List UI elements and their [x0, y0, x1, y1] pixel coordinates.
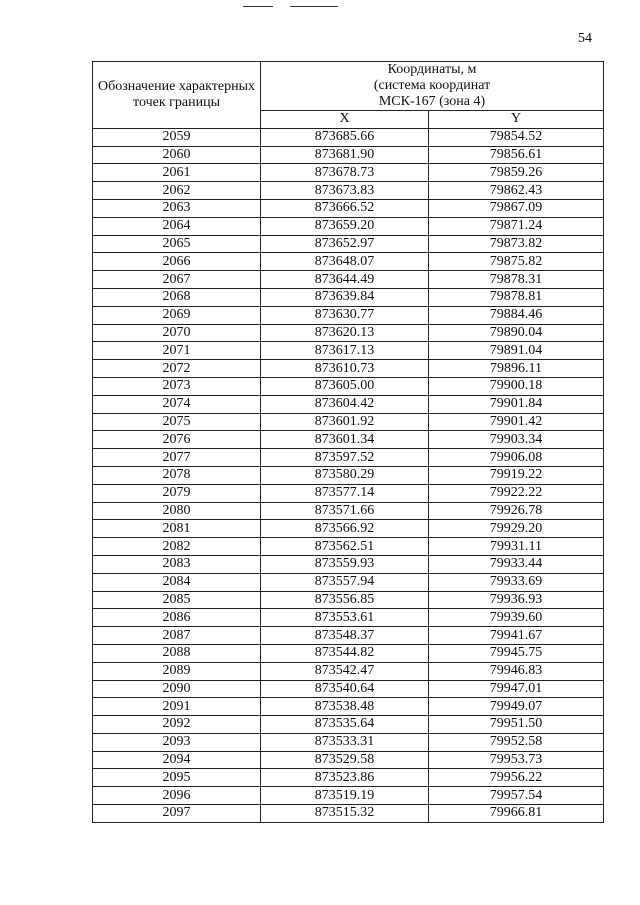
- cell-x: 873630.77: [261, 306, 429, 324]
- table-row: [93, 182, 604, 200]
- cell-point: 2065: [93, 235, 261, 253]
- table-row: [93, 520, 604, 538]
- cell-point: 2063: [93, 199, 261, 217]
- cell-y: 79896.11: [429, 360, 604, 378]
- cell-y: 79873.82: [429, 235, 604, 253]
- cell-x: 873610.73: [261, 360, 429, 378]
- cell-x: 873577.14: [261, 484, 429, 502]
- cell-point: 2086: [93, 609, 261, 627]
- cell-point: 2071: [93, 342, 261, 360]
- cell-y: 79931.11: [429, 538, 604, 556]
- table-row: [93, 288, 604, 306]
- cell-point: 2076: [93, 431, 261, 449]
- cell-y: 79945.75: [429, 644, 604, 662]
- cell-point: 2074: [93, 395, 261, 413]
- cell-point: 2069: [93, 306, 261, 324]
- cell-y: 79906.08: [429, 449, 604, 467]
- cell-x: 873639.84: [261, 288, 429, 306]
- cell-x: 873659.20: [261, 217, 429, 235]
- table-row: [93, 235, 604, 253]
- cell-y: 79957.54: [429, 787, 604, 805]
- cell-point: 2088: [93, 644, 261, 662]
- cell-y: 79875.82: [429, 253, 604, 271]
- cell-point: 2080: [93, 502, 261, 520]
- cell-y: 79949.07: [429, 698, 604, 716]
- cell-y: 79891.04: [429, 342, 604, 360]
- cell-point: 2068: [93, 288, 261, 306]
- table-row: [93, 769, 604, 787]
- table-row: [93, 342, 604, 360]
- cell-x: 873559.93: [261, 555, 429, 573]
- table-row: [93, 306, 604, 324]
- table-row: [93, 680, 604, 698]
- cell-point: 2084: [93, 573, 261, 591]
- table-row: [93, 573, 604, 591]
- table-row: [93, 271, 604, 289]
- table-row: [93, 146, 604, 164]
- cell-point: 2081: [93, 520, 261, 538]
- cell-x: 873604.42: [261, 395, 429, 413]
- cell-y: 79871.24: [429, 217, 604, 235]
- cell-point: 2092: [93, 716, 261, 734]
- cell-y: 79900.18: [429, 377, 604, 395]
- cell-x: 873681.90: [261, 146, 429, 164]
- cell-point: 2097: [93, 805, 261, 823]
- table-row: [93, 733, 604, 751]
- table-row: [93, 431, 604, 449]
- cell-y: 79952.58: [429, 733, 604, 751]
- table-row: [93, 538, 604, 556]
- cell-y: 79956.22: [429, 769, 604, 787]
- cell-point: 2062: [93, 182, 261, 200]
- cell-point: 2083: [93, 555, 261, 573]
- cell-x: 873523.86: [261, 769, 429, 787]
- cell-x: 873548.37: [261, 627, 429, 645]
- cell-point: 2085: [93, 591, 261, 609]
- cell-point: 2096: [93, 787, 261, 805]
- table-body: [93, 128, 604, 822]
- cell-y: 79856.61: [429, 146, 604, 164]
- table-row: [93, 698, 604, 716]
- cell-point: 2066: [93, 253, 261, 271]
- cell-y: 79890.04: [429, 324, 604, 342]
- cell-y: 79936.93: [429, 591, 604, 609]
- cell-y: 79941.67: [429, 627, 604, 645]
- cell-point: 2093: [93, 733, 261, 751]
- scan-mark: [243, 6, 273, 7]
- cell-x: 873529.58: [261, 751, 429, 769]
- cell-x: 873685.66: [261, 128, 429, 146]
- cell-x: 873533.31: [261, 733, 429, 751]
- cell-x: 873544.82: [261, 644, 429, 662]
- cell-y: 79947.01: [429, 680, 604, 698]
- cell-x: 873666.52: [261, 199, 429, 217]
- header-coordinates-line1: Координаты, м: [387, 62, 477, 77]
- cell-y: 79878.81: [429, 288, 604, 306]
- cell-y: 79926.78: [429, 502, 604, 520]
- cell-y: 79929.20: [429, 520, 604, 538]
- table-row: [93, 502, 604, 520]
- table-row: [93, 128, 604, 146]
- table-row: [93, 413, 604, 431]
- cell-y: 79878.31: [429, 271, 604, 289]
- cell-x: 873566.92: [261, 520, 429, 538]
- cell-point: 2094: [93, 751, 261, 769]
- header-x: X: [261, 111, 429, 129]
- header-point-designation: Обозначение характерных точек границы: [93, 62, 261, 129]
- cell-point: 2075: [93, 413, 261, 431]
- table-row: [93, 217, 604, 235]
- header-coordinates-line2: (система координат: [373, 78, 491, 93]
- cell-point: 2090: [93, 680, 261, 698]
- cell-point: 2073: [93, 377, 261, 395]
- cell-point: 2087: [93, 627, 261, 645]
- cell-y: 79933.69: [429, 573, 604, 591]
- cell-x: 873644.49: [261, 271, 429, 289]
- cell-y: 79854.52: [429, 128, 604, 146]
- table-row: [93, 253, 604, 271]
- cell-y: 79859.26: [429, 164, 604, 182]
- cell-y: 79862.43: [429, 182, 604, 200]
- table-row: [93, 751, 604, 769]
- cell-point: 2077: [93, 449, 261, 467]
- cell-x: 873519.19: [261, 787, 429, 805]
- cell-y: 79901.42: [429, 413, 604, 431]
- header-y: Y: [429, 111, 604, 129]
- cell-point: 2064: [93, 217, 261, 235]
- coordinates-table: [92, 61, 604, 823]
- table-row: [93, 360, 604, 378]
- header-coordinates: [261, 62, 604, 111]
- top-scan-marks: [0, 4, 640, 10]
- cell-x: 873597.52: [261, 449, 429, 467]
- table-row: [93, 199, 604, 217]
- cell-point: 2095: [93, 769, 261, 787]
- cell-x: 873553.61: [261, 609, 429, 627]
- cell-point: 2078: [93, 466, 261, 484]
- cell-y: 79919.22: [429, 466, 604, 484]
- table-row: [93, 395, 604, 413]
- cell-x: 873652.97: [261, 235, 429, 253]
- cell-x: 873515.32: [261, 805, 429, 823]
- cell-x: 873535.64: [261, 716, 429, 734]
- cell-x: 873562.51: [261, 538, 429, 556]
- cell-x: 873557.94: [261, 573, 429, 591]
- cell-y: 79946.83: [429, 662, 604, 680]
- cell-x: 873601.92: [261, 413, 429, 431]
- cell-y: 79966.81: [429, 805, 604, 823]
- cell-x: 873601.34: [261, 431, 429, 449]
- cell-point: 2079: [93, 484, 261, 502]
- table-row: [93, 787, 604, 805]
- cell-x: 873556.85: [261, 591, 429, 609]
- cell-x: 873542.47: [261, 662, 429, 680]
- cell-y: 79903.34: [429, 431, 604, 449]
- cell-y: 79953.73: [429, 751, 604, 769]
- page-number: 54: [578, 31, 592, 46]
- cell-point: 2082: [93, 538, 261, 556]
- table-row: [93, 591, 604, 609]
- table-row: [93, 324, 604, 342]
- cell-point: 2060: [93, 146, 261, 164]
- cell-point: 2059: [93, 128, 261, 146]
- header-coordinates-line3: МСК-167 (зона 4): [378, 94, 486, 109]
- table-row: [93, 377, 604, 395]
- table-row: [93, 164, 604, 182]
- cell-point: 2067: [93, 271, 261, 289]
- table-row: [93, 805, 604, 823]
- cell-x: 873571.66: [261, 502, 429, 520]
- table-row: [93, 627, 604, 645]
- cell-y: 79939.60: [429, 609, 604, 627]
- cell-x: 873673.83: [261, 182, 429, 200]
- table-row: [93, 662, 604, 680]
- cell-x: 873538.48: [261, 698, 429, 716]
- cell-point: 2089: [93, 662, 261, 680]
- cell-x: 873540.64: [261, 680, 429, 698]
- scan-mark: [290, 6, 338, 7]
- cell-x: 873678.73: [261, 164, 429, 182]
- table-row: [93, 555, 604, 573]
- cell-y: 79951.50: [429, 716, 604, 734]
- cell-x: 873620.13: [261, 324, 429, 342]
- cell-y: 79901.84: [429, 395, 604, 413]
- cell-point: 2091: [93, 698, 261, 716]
- table-row: [93, 466, 604, 484]
- cell-x: 873605.00: [261, 377, 429, 395]
- cell-x: 873648.07: [261, 253, 429, 271]
- cell-y: 79933.44: [429, 555, 604, 573]
- table-row: [93, 716, 604, 734]
- cell-point: 2070: [93, 324, 261, 342]
- table-row: [93, 484, 604, 502]
- table-row: [93, 609, 604, 627]
- cell-x: 873617.13: [261, 342, 429, 360]
- cell-y: 79922.22: [429, 484, 604, 502]
- cell-y: 79884.46: [429, 306, 604, 324]
- cell-x: 873580.29: [261, 466, 429, 484]
- table-row: [93, 644, 604, 662]
- cell-point: 2061: [93, 164, 261, 182]
- table-row: [93, 449, 604, 467]
- cell-y: 79867.09: [429, 199, 604, 217]
- cell-point: 2072: [93, 360, 261, 378]
